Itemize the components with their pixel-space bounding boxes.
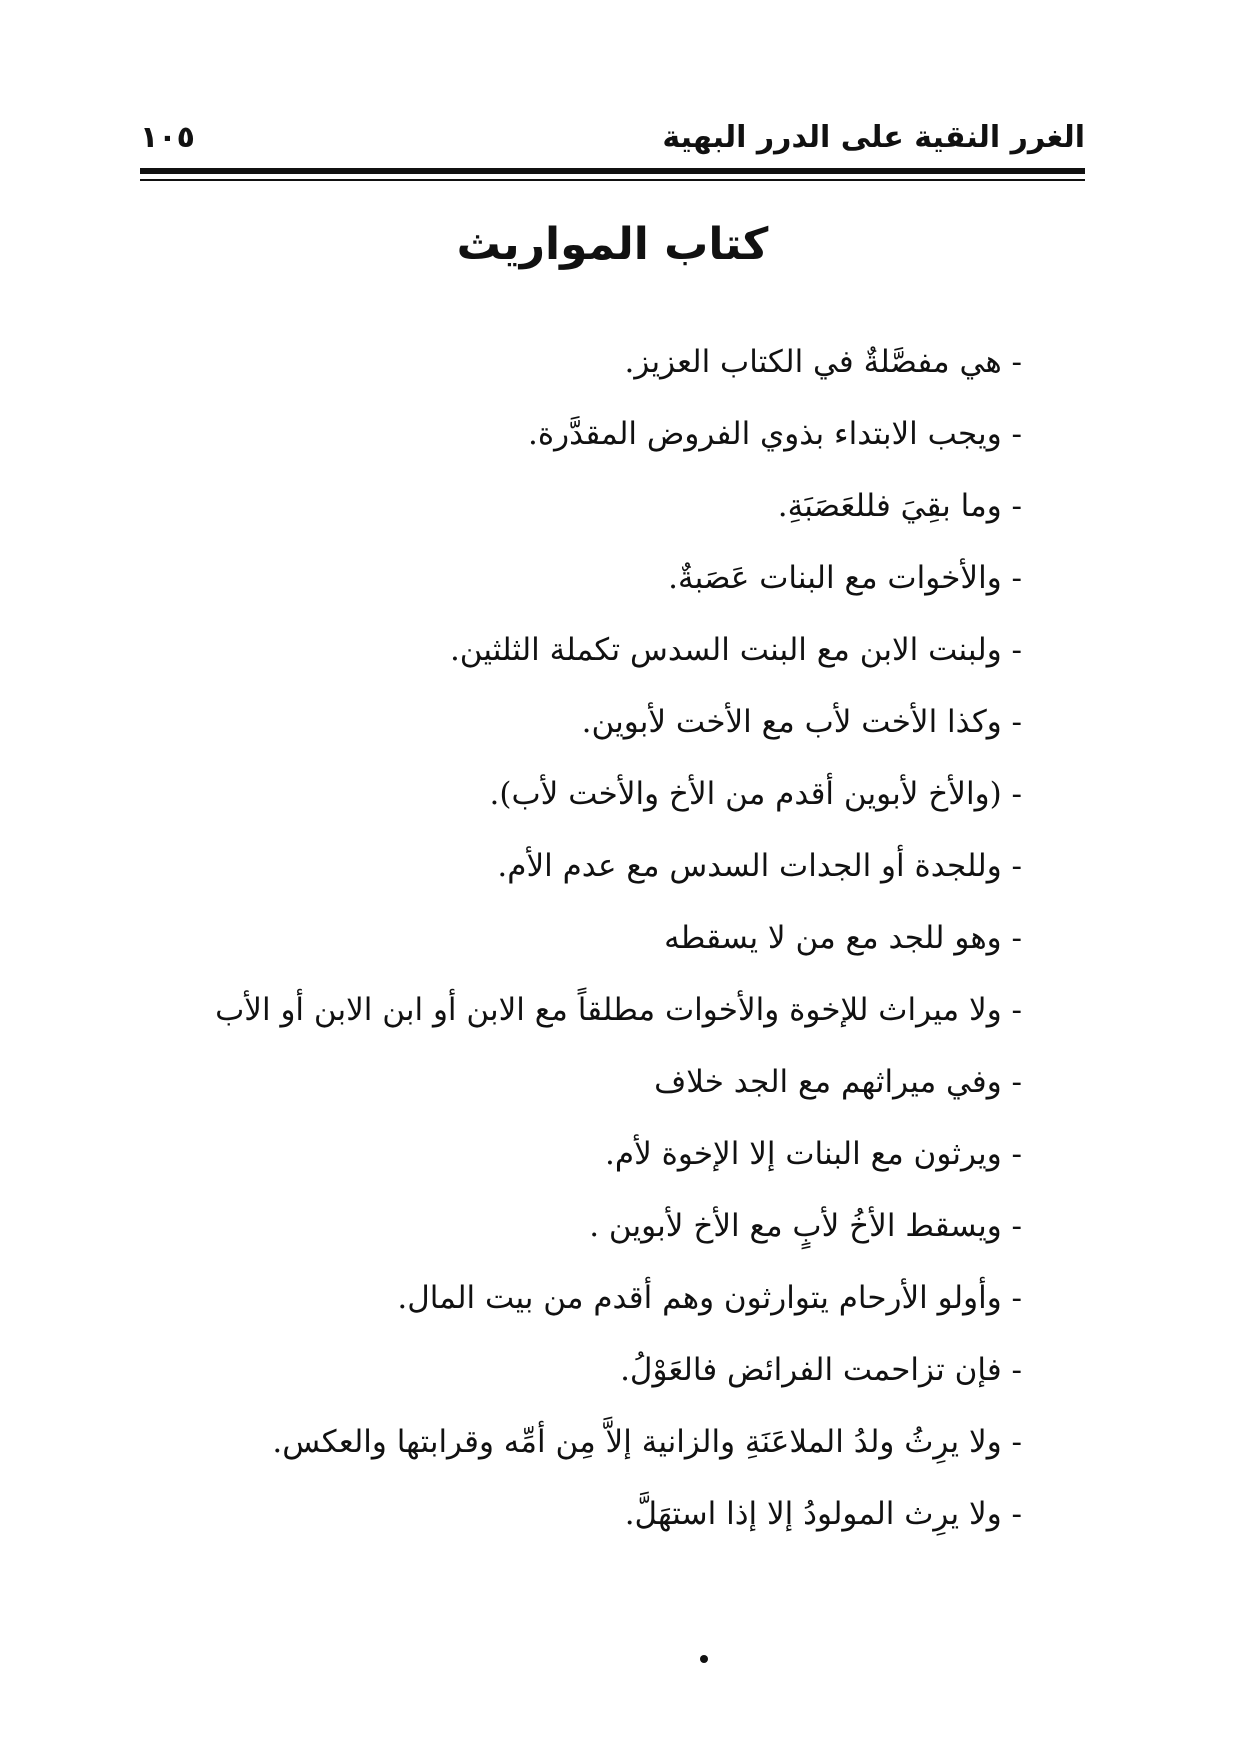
header-rule-thin [140, 179, 1085, 181]
list-item: - ويرثون مع البنات إلا الإخوة لأم. [605, 1136, 1022, 1172]
page-number: ١٠٥ [140, 120, 195, 155]
list-item: - والأخوات مع البنات عَصَبةٌ. [668, 560, 1022, 596]
rules-list [192, 333, 1022, 1557]
list-item: - هي مفصَّلةٌ في الكتاب العزيز. [624, 344, 1022, 380]
list-item: - وما بقِيَ فللعَصَبَةِ. [777, 488, 1022, 524]
list-item: - ولبنت الابن مع البنت السدس تكملة الثلثين. [449, 632, 1022, 668]
list-item: - وللجدة أو الجدات السدس مع عدم الأم. [497, 848, 1022, 884]
list-item: - ولا ميراث للإخوة والأخوات مطلقاً مع الابن أو ابن الابن أو الأب [215, 992, 1022, 1028]
list-item: - ويسقط الأخُ لأبٍ مع الأخ لأبوين . [589, 1208, 1022, 1244]
bottom-dot-mark [700, 1655, 708, 1663]
header-rule-thick [140, 168, 1085, 174]
list-item: - (والأخ لأبوين أقدم من الأخ والأخت لأب). [489, 776, 1022, 812]
list-item: - ولا يرِثُ ولدُ الملاعَنَةِ والزانية إلاَّ مِن أمِّه وقرابتها والعكس. [272, 1424, 1022, 1460]
running-header [140, 118, 1085, 168]
list-item: - وفي ميراثهم مع الجد خلاف [654, 1064, 1022, 1100]
chapter-title: كتاب المواريث [456, 219, 769, 270]
list-item: - وأولو الأرحام يتوارثون وهم أقدم من بيت المال. [397, 1280, 1022, 1316]
list-item: - وكذا الأخت لأب مع الأخت لأبوين. [581, 704, 1022, 740]
running-title: الغرر النقية على الدرر البهية [662, 120, 1085, 155]
list-item: - ويجب الابتداء بذوي الفروض المقدَّرة. [528, 416, 1022, 452]
list-item: - وهو للجد مع من لا يسقطه [664, 920, 1022, 956]
list-item: - ولا يرِث المولودُ إلا إذا استهَلَّ. [624, 1496, 1022, 1532]
list-item: - فإن تزاحمت الفرائض فالعَوْلُ. [620, 1352, 1022, 1388]
